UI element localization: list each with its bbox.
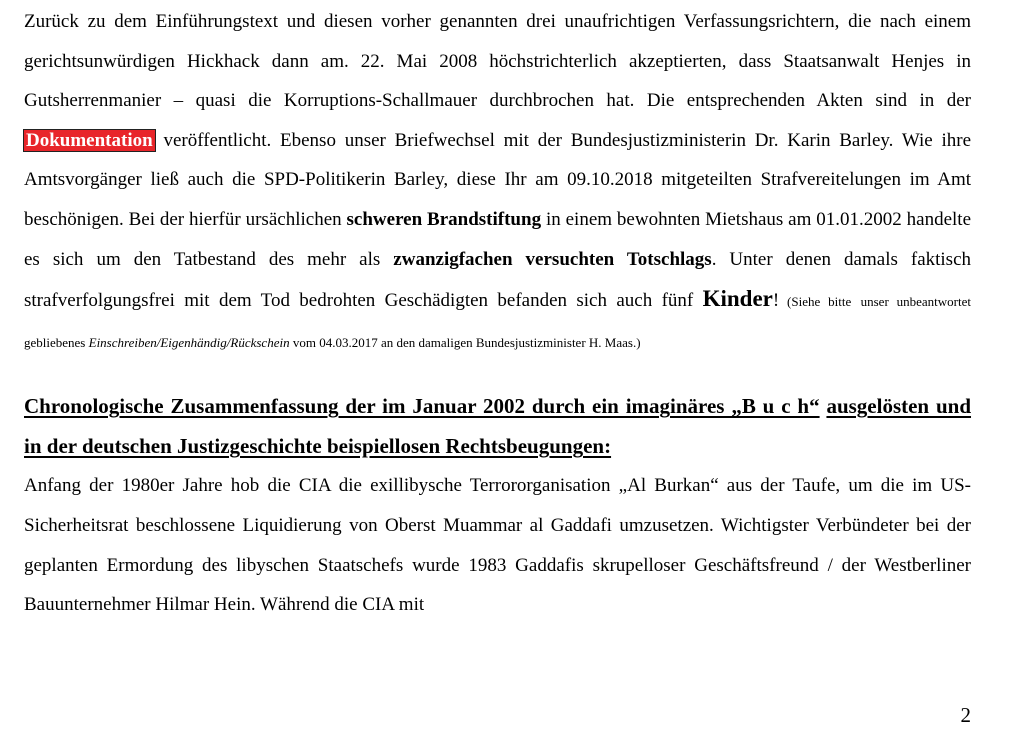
paragraph1-line3: dass Staatsanwalt Henjes in Gutsherrenmanier – quasi die Korruptions-Schallmauer durchbrochen hat. [24, 50, 972, 112]
bold-kinder: Kinder [702, 286, 773, 312]
dokumentation-link[interactable]: Dokumentation [26, 129, 153, 151]
paragraph1-line4-start: Die entsprechenden Akten sind in der [646, 90, 971, 112]
exclamation-mark: ! [772, 290, 780, 312]
heading-line1: Chronologische Zusammenfassung der im Januar 2002 durch ein imaginäres „B u c h“ [24, 394, 820, 419]
small-note-line-start: unser unbeantwortet gebliebenes [24, 294, 971, 350]
paragraph1-line1: Zurück zu dem Einführungstext und diesen vorher genannten drei unaufrichtigen Verfassungsrichtern, [24, 11, 840, 32]
paragraph2-line3: Wichtigster Verbündeter bei der geplanten Ermordung des libyschen Staatschefs wurde 1983 Gaddafis [24, 514, 971, 576]
paragraph1-line2: die nach einem gerichtsunwürdigen Hickhack dann am. 22. Mai 2008 höchstrichterlich akzeptierten, [24, 11, 971, 72]
section-gap [24, 362, 971, 386]
chronology-paragraph [24, 466, 971, 624]
paragraph1-line8-end: . Unter denen damals faktisch [711, 248, 972, 270]
paragraph1-line8-start: um den Tatbestand des mehr als [96, 248, 394, 270]
paragraph1-line7-start: ursächlichen [245, 208, 347, 230]
page-number: 2 [960, 703, 971, 727]
small-note-line-end: vom 04.03.2017 an den damaligen Bundesjustizminister H. Maas.) [289, 334, 641, 350]
paragraph1-line5: der Bundesjustizministerin Dr. Karin Barley. Wie ihre Amtsvorgänger ließ auch die SPD-Politikerin [24, 129, 971, 191]
intro-paragraph [24, 0, 971, 362]
paragraph2-line2: um die im US-Sicherheitsrat beschlossene Liquidierung von Oberst Muammar al Gaddafi umzusetzen. [24, 475, 971, 536]
small-note-start: (Siehe bitte [779, 294, 852, 310]
paragraph1-line6: Barley, diese Ihr am 09.10.2018 mitgeteilten Strafvereitelungen im Amt beschönigen. Bei der hierfür [24, 169, 972, 230]
paragraph1-line7-end: in einem bewohnten Mietshaus am 01.01.2002 handelte es sich [24, 208, 972, 270]
paragraph2-line4: skrupelloser Geschäftsfreund / der Westberliner Bauunternehmer Hilmar Hein. Während die CIA mit [24, 554, 971, 616]
bold-brandstiftung: schweren Brandstiftung [346, 208, 542, 230]
section-heading [24, 386, 971, 466]
heading-line2: ausgelösten und in der deutschen Justizgeschichte beispiellosen Rechtsbeugungen: [24, 394, 972, 459]
paragraph1-line4-end: veröffentlicht. Ebenso unser Briefwechsel mit [154, 129, 529, 151]
italic-einschreiben: Einschreiben/Eigenhändig/Rückschein [88, 334, 290, 350]
bold-totschlag: zwanzigfachen versuchten Totschlags [393, 248, 712, 270]
paragraph2-line1: Anfang der 1980er Jahre hob die CIA die exillibysche Terrororganisation „Al Burkan“ aus der Taufe, [24, 475, 841, 497]
paragraph1-line9-start: strafverfolgungsfrei mit dem Tod bedrohten Geschädigten befanden sich auch fünf [24, 290, 703, 312]
